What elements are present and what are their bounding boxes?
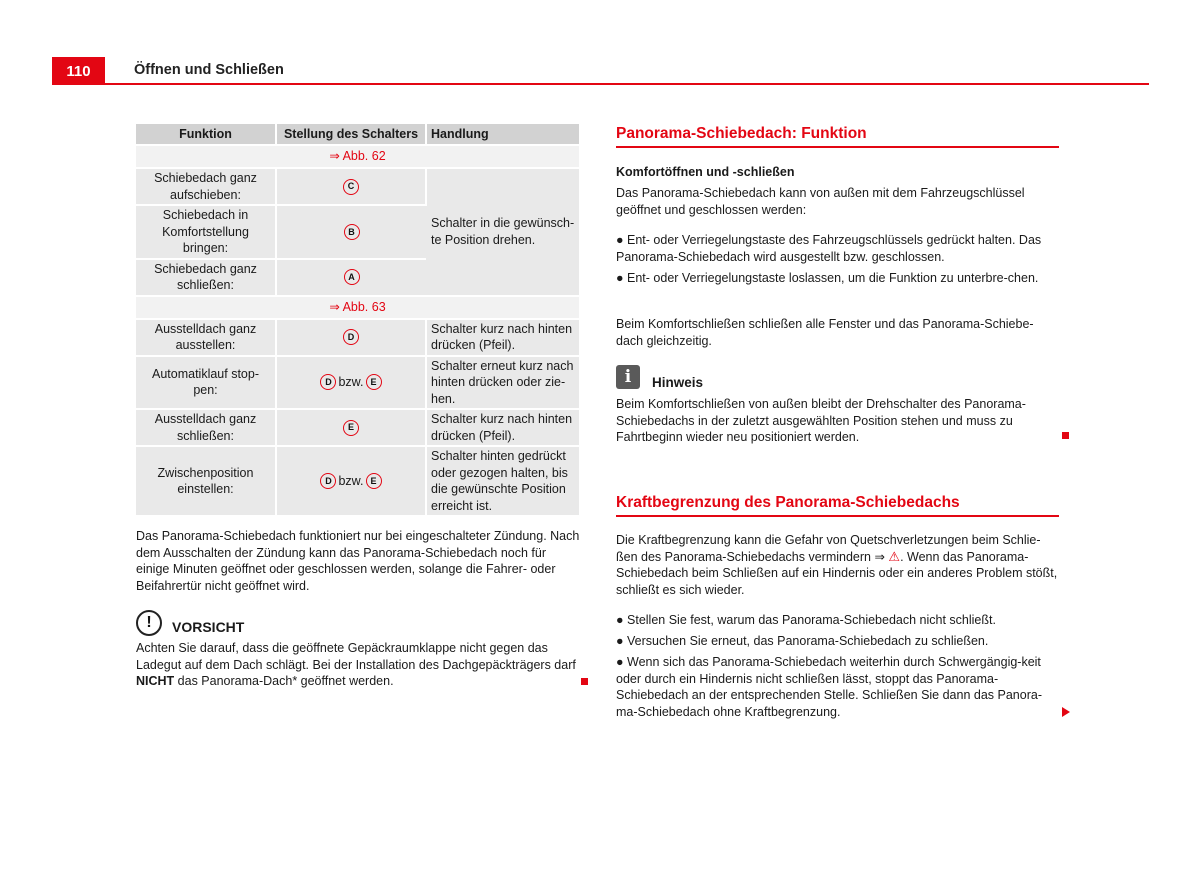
caution-emphasis: NICHT: [136, 674, 175, 688]
col-header-handlung: Handlung: [426, 124, 579, 145]
caution-text: [136, 640, 576, 690]
ignition-paragraph: Das Panorama-Schiebedach funktioniert nur bei eingeschalteter Zündung. Nach dem Ausschalten der Zündung kann das Panorama-Schiebedach noch für einige Minuten geöffnet oder geschlossen werden, solange die Fahrer- oder Beifahrertür nicht geöffnet wird.: [136, 529, 580, 593]
continue-arrow-icon: [1062, 707, 1070, 717]
list-item: ● Ent- oder Verriegelungstaste loslassen, um die Funktion zu unterbre-chen.: [616, 271, 1039, 285]
table-ref-row: [136, 145, 579, 168]
table-header-row: [136, 124, 579, 145]
warning-triangle-icon[interactable]: ⚠: [888, 548, 901, 564]
cell-switch: [276, 319, 426, 356]
cell-handlung: Schalter kurz nach hinten drücken (Pfeil).: [426, 319, 579, 356]
cell-handlung: Schalter erneut kurz nach hinten drücken oder zie-hen.: [426, 356, 579, 410]
note-text: Beim Komfortschließen von außen bleibt der Drehschalter des Panorama-Schiebedachs in der zuletzt ausgewählten Position stehen und muss zu Fahrtbeginn wieder neu positioniert werden.: [616, 397, 1026, 444]
switch-position-d-icon: D: [320, 473, 336, 489]
switch-position-a-icon: A: [344, 269, 360, 285]
figure-ref-link[interactable]: ⇒ Abb. 62: [136, 145, 579, 168]
page-number: 110: [52, 57, 105, 85]
cell-switch: [276, 446, 426, 515]
caution-text-part: das Panorama-Dach* geöffnet werden.: [174, 674, 394, 688]
cell-switch: [276, 259, 426, 296]
force-limit-text-part: . Wenn das Panorama-Schiebedach beim Schließen auf ein Hindernis oder ein anderes Problem stößt, schließt es sich wieder.: [616, 549, 1058, 597]
note-title: Hinweis: [652, 375, 704, 390]
col-header-funktion: Funktion: [136, 124, 276, 145]
caution-title: VORSICHT: [172, 619, 245, 635]
table-row: [136, 319, 579, 356]
table-ref-row: [136, 296, 579, 319]
cell-handlung-merged: Schalter in die gewünsch-te Position drehen.: [426, 168, 579, 296]
cell-switch: [276, 205, 426, 259]
section-rule: [616, 515, 1059, 517]
cell-funktion: Schiebedach in Komfortstellung bringen:: [136, 205, 276, 259]
col-header-stellung: Stellung des Schalters: [276, 124, 426, 145]
switch-position-d-icon: D: [320, 374, 336, 390]
cell-handlung: Schalter kurz nach hinten drücken (Pfeil).: [426, 409, 579, 446]
section-title-force-limit: Kraftbegrenzung des Panorama-Schiebedachs: [616, 494, 960, 511]
caution-text-part: Achten Sie darauf, dass die geöffnete Gepäckraumklappe nicht gegen das Ladegut auf dem Dach schlägt. Bei der Installation des Dachgepäckträgers darf: [136, 641, 576, 672]
cell-funktion: Automatiklauf stop-pen:: [136, 356, 276, 410]
list-item: ● Versuchen Sie erneut, das Panorama-Schiebedach zu schließen.: [616, 634, 989, 648]
table-row: [136, 446, 579, 515]
switch-position-e-icon: E: [343, 420, 359, 436]
list-item: ● Wenn sich das Panorama-Schiebedach weiterhin durch Schwergängig-keit oder durch ein Hindernis nicht schließen lässt, stoppt das Panorama-Schiebedach an der entsprechenden Stelle. Schließen Sie dann das Panora-ma-Schiebedach ohne Kraftbegrenzung.: [616, 655, 1042, 719]
comfort-intro: Das Panorama-Schiebedach kann von außen mit dem Fahrzeugschlüssel geöffnet und geschlossen werden:: [616, 186, 1025, 217]
table-row: [136, 409, 579, 446]
header-rule: [52, 83, 1149, 85]
switch-position-e-icon: E: [366, 473, 382, 489]
switch-position-b-icon: B: [344, 224, 360, 240]
figure-ref-link[interactable]: ⇒ Abb. 63: [136, 296, 579, 319]
cell-funktion: Zwischenposition einstellen:: [136, 446, 276, 515]
table-row: [136, 356, 579, 410]
force-limit-paragraph: [616, 532, 1060, 598]
bzw-label: bzw.: [338, 375, 364, 390]
cell-funktion: Ausstelldach ganz schließen:: [136, 409, 276, 446]
cell-handlung: Schalter hinten gedrückt oder gezogen halten, bis die gewünschte Position erreicht ist.: [426, 446, 579, 515]
cell-switch: [276, 409, 426, 446]
switch-position-d-icon: D: [343, 329, 359, 345]
cell-funktion: Ausstelldach ganz ausstellen:: [136, 319, 276, 356]
switch-position-c-icon: C: [343, 179, 359, 195]
comfort-close-paragraph: Beim Komfortschließen schließen alle Fenster und das Panorama-Schiebe-dach gleichzeitig.: [616, 317, 1034, 348]
cell-funktion: Schiebedach ganz aufschieben:: [136, 168, 276, 205]
caution-icon: !: [136, 610, 162, 636]
comfort-subheading: Komfortöffnen und -schließen: [616, 165, 795, 179]
section-title-function: Panorama-Schiebedach: Funktion: [616, 125, 867, 142]
function-table: [136, 124, 579, 515]
list-item: ● Ent- oder Verriegelungstaste des Fahrzeugschlüssels gedrückt halten. Das Panorama-Schiebedach wird ausgestellt bzw. geschlossen.: [616, 233, 1042, 264]
force-limit-text-part: Die Kraftbegrenzung kann die Gefahr von Quetschverletzungen beim Schlie-ßen des Panorama-Schiebedachs vermindern ⇒: [616, 533, 1041, 564]
cell-switch: [276, 356, 426, 410]
section-end-marker: [581, 678, 588, 685]
section-rule: [616, 146, 1059, 148]
page-title: Öffnen und Schließen: [134, 62, 284, 78]
switch-position-e-icon: E: [366, 374, 382, 390]
section-end-marker: [1062, 432, 1069, 439]
cell-switch: [276, 168, 426, 205]
cell-funktion: Schiebedach ganz schließen:: [136, 259, 276, 296]
bzw-label: bzw.: [338, 473, 364, 488]
info-icon: i: [616, 365, 640, 389]
table-row: [136, 168, 579, 205]
list-item: ● Stellen Sie fest, warum das Panorama-Schiebedach nicht schließt.: [616, 613, 996, 627]
